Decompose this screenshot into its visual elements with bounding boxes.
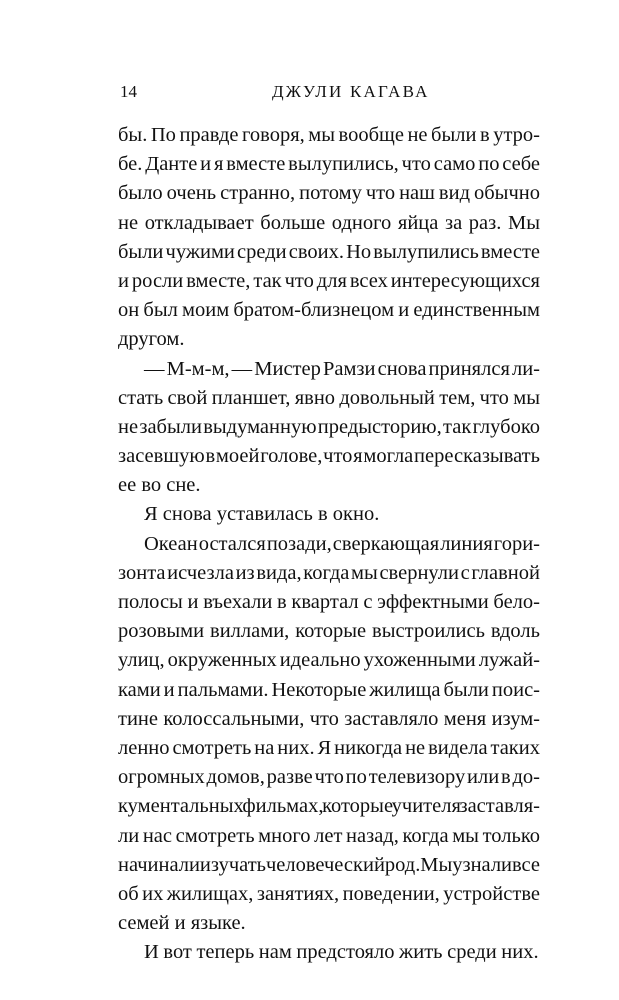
text-line: зонта исчезла из вида, когда мы свернули с главной xyxy=(118,561,540,584)
text-line: он был моим братом-близнецом и единственным xyxy=(118,299,540,322)
paragraph xyxy=(118,938,540,967)
text-line: бе. Данте и я вместе вылупились, что само по себе xyxy=(118,153,540,176)
page-number: 14 xyxy=(120,82,137,101)
book-page xyxy=(118,0,540,1000)
paragraph xyxy=(118,121,540,355)
text-line: засевшую в моей голове, что я могла пересказывать xyxy=(118,445,540,468)
paragraph xyxy=(118,500,540,529)
text-line: стать свой планшет, явно довольный тем, что мы xyxy=(118,386,540,409)
paragraph xyxy=(118,355,540,501)
text-line: другом. xyxy=(118,328,185,351)
text-line: ли нас смотреть много лет назад, когда мы только xyxy=(118,824,540,847)
text-line: семей и языке. xyxy=(118,912,246,935)
text-line: было очень странно, потому что наш вид обычно xyxy=(118,182,540,205)
text-line: бы. По правде говоря, мы вообще не были в утро- xyxy=(118,124,540,146)
body-text xyxy=(118,121,540,967)
text-line: и росли вместе, так что для всех интересующихся xyxy=(118,269,540,292)
text-line: кументальных фильмах, которые учителя заставля- xyxy=(118,795,540,818)
text-line: полосы и въехали в квартал с эффектными бело- xyxy=(118,591,540,613)
text-line: розовыми виллами, которые выстроились вдоль xyxy=(118,620,540,643)
text-line: ее во сне. xyxy=(118,474,201,497)
text-line: огромных домов, разве что по телевизору или в до- xyxy=(118,766,540,789)
text-line: И вот теперь нам предстояло жить среди них. xyxy=(144,941,539,964)
text-line: были чужими среди своих. Но вылупились вместе xyxy=(118,240,540,263)
text-line: ками и пальмами. Некоторые жилища были поис- xyxy=(118,678,540,701)
running-head xyxy=(118,80,540,104)
book-author: ДЖУЛИ КАГАВА xyxy=(272,82,430,101)
text-line: улиц, окруженных идеально ухоженными лужай- xyxy=(118,649,540,672)
text-line: не откладывает больше одного яйца за раз. Мы xyxy=(118,211,540,234)
text-line: об их жилищах, занятиях, поведении, устройстве xyxy=(118,882,540,905)
text-line: тине колоссальными, что заставляло меня изум- xyxy=(118,707,540,730)
text-line: ленно смотреть на них. Я никогда не видела таких xyxy=(118,736,540,759)
text-line: — М-м-м, — Мистер Рамзи снова принялся ли- xyxy=(144,357,540,380)
text-line: Океан остался позади, сверкающая линия гори- xyxy=(144,532,540,555)
paragraph xyxy=(118,530,540,939)
text-line: Я снова уставилась в окно. xyxy=(144,503,380,526)
text-line: начинали изучать человеческий род. Мы узнали все xyxy=(118,853,540,876)
text-line: не забыли выдуманную предысторию, так глубоко xyxy=(118,415,540,438)
